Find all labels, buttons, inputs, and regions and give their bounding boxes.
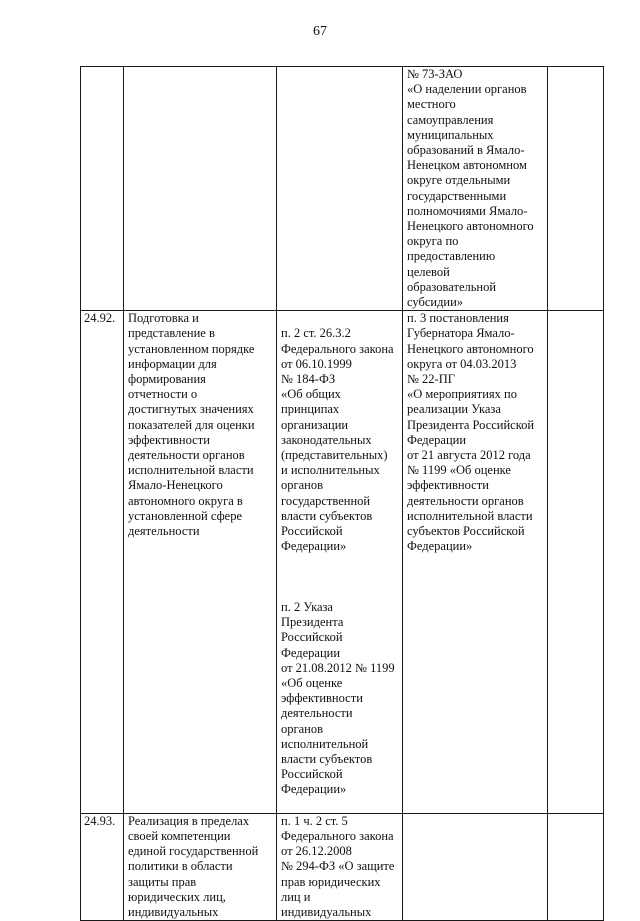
item-number-cell: 24.93. bbox=[81, 813, 124, 920]
regional-act-cell: № 73-ЗАО «О наделении органов местного самоуправления муниципальных образований в Ямало- Ненецком автономном округе отдельными государственными полномочиями Ямало- Ненецкого автономного округа по предоставлению целевой образовательной субсидии» bbox=[403, 67, 548, 311]
task-description-cell: Подготовка и представление в установленном порядке информации для формирования отчетности о достигнутых значениях показателей для оценки эффективности деятельности органов исполнительной власти Ямало-Ненецкого автономного округа в установленной сфере деятельности bbox=[124, 311, 277, 814]
legal-basis-cell: п. 1 ч. 2 ст. 5 Федерального закона от 26.12.2008 № 294-ФЗ «О защите прав юридических лиц и индивидуальных bbox=[277, 813, 403, 920]
page-number: 67 bbox=[313, 24, 327, 39]
legal-basis-cell bbox=[277, 67, 403, 311]
legal-basis-federal-law: п. 2 ст. 26.3.2 Федерального закона от 06.10.1999 № 184-ФЗ «Об общих принципах организации законодательных (представительных) и исполнительных органов государственной власти субъектов Российской Федерации» bbox=[281, 326, 394, 554]
item-number-cell: 24.92. bbox=[81, 311, 124, 814]
document-table bbox=[80, 66, 604, 921]
item-number-cell bbox=[81, 67, 124, 311]
table-row bbox=[81, 311, 604, 814]
legal-basis-cell bbox=[277, 311, 403, 814]
task-description-cell: Реализация в пределах своей компетенции единой государственной политики в области защиты прав юридических лиц, индивидуальных bbox=[124, 813, 277, 920]
regional-act-cell: п. 3 постановления Губернатора Ямало- Ненецкого автономного округа от 04.03.2013 № 22-ПГ «О мероприятиях по реализации Указа Президента Российской Федерации от 21 августа 2012 года № 1199 «Об оценке эффективности деятельности органов исполнительной власти субъектов Российской Федерации» bbox=[403, 311, 548, 814]
table-row bbox=[81, 67, 604, 311]
note-cell bbox=[548, 67, 604, 311]
task-description-cell bbox=[124, 67, 277, 311]
note-cell bbox=[548, 311, 604, 814]
legal-basis-presidential-decree: п. 2 Указа Президента Российской Федерации от 21.08.2012 № 1199 «Об оценке эффективности деятельности органов исполнительной власти субъектов Российской Федерации» bbox=[281, 599, 395, 797]
